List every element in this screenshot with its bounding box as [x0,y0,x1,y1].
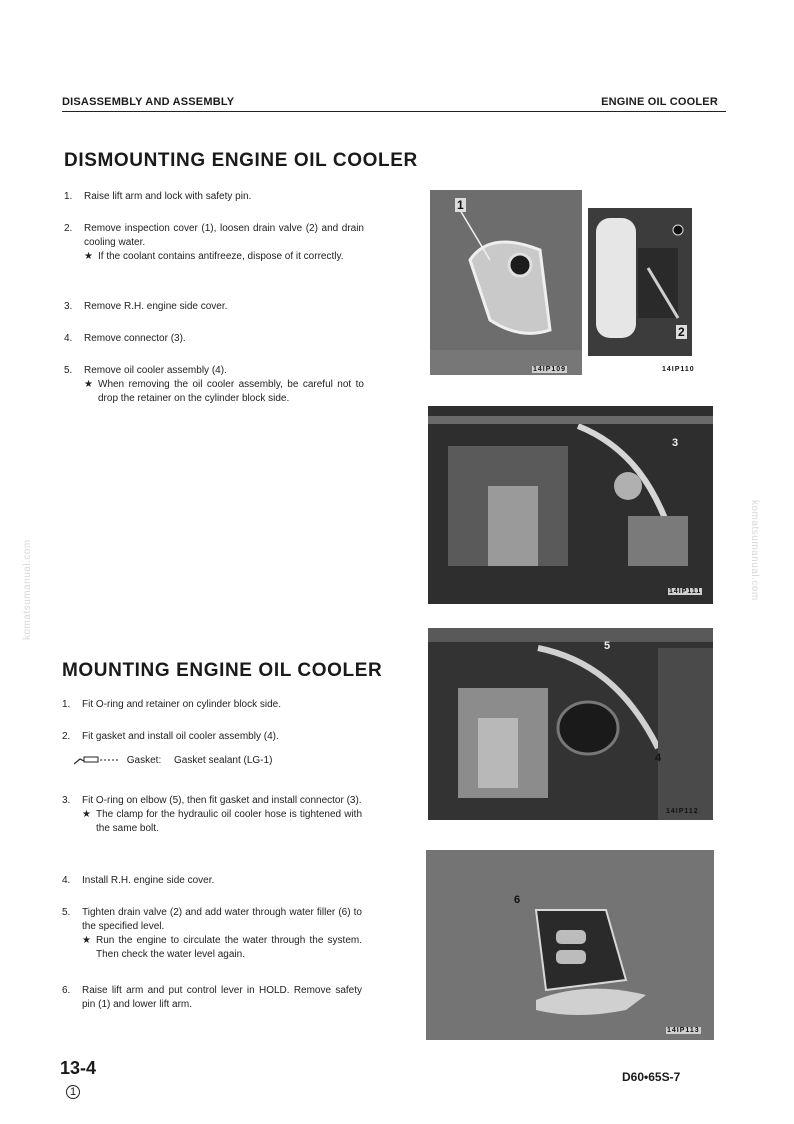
step-number: 1. [64,191,73,202]
step-text: Raise lift arm and lock with safety pin. [84,191,252,202]
step-number: 2. [62,731,71,742]
step-text: Fit O-ring and retainer on cylinder block side. [82,699,281,710]
header-topic-title: ENGINE OIL COOLER [601,96,718,108]
step-number: 3. [62,795,71,806]
watermark-right: komatsumanual.com [749,500,760,601]
step-text: Remove oil cooler assembly (4). [84,365,227,376]
header-rule [62,111,726,112]
step-text: Fit O-ring on elbow (5), then fit gasket and install connector (3). [82,795,362,806]
gasket-spec [74,754,362,768]
step-text: Remove R.H. engine side cover. [84,301,228,312]
callout-2: 2 [678,325,685,339]
mount-step-6 [62,984,362,1012]
callout-4: 4 [655,752,662,764]
step-text: Install R.H. engine side cover. [82,875,215,886]
step-number: 2. [64,223,73,234]
step-text: Remove connector (3). [84,333,186,344]
step-text: Raise lift arm and put control lever in HOLD. Remove safety pin (1) and lower lift arm. [82,985,362,1010]
mount-step-4 [62,874,362,888]
star-icon: ★ [82,809,91,820]
note-text: When removing the oil cooler assembly, be careful not to drop the retainer on the cylinder block side. [98,379,364,404]
mounting-title: MOUNTING ENGINE OIL COOLER [62,660,383,681]
watermark-left: komatsumanual.com [22,539,33,640]
sealant-icon [74,755,120,765]
photo-caption: 14IP112 [666,808,699,815]
mount-step-3 [62,794,362,836]
step-number: 3. [64,301,73,312]
step-text: Tighten drain valve (2) and add water through water filler (6) to the specified level. [82,907,362,932]
page-number: 13-4 [60,1058,97,1078]
callout-6: 6 [514,894,521,906]
photo-water-filler [426,850,714,1040]
step-number: 5. [64,365,73,376]
photo-inspection-cover [430,190,582,375]
dismounting-title: DISMOUNTING ENGINE OIL COOLER [64,150,418,171]
step-note [84,250,364,264]
photo-caption: 14IP110 [662,366,695,373]
star-icon: ★ [84,251,93,262]
dismount-step-4 [64,332,364,346]
step-number: 5. [62,907,71,918]
step-note [82,808,362,836]
photo-caption: 14IP111 [669,588,702,595]
header-section-title: DISASSEMBLY AND ASSEMBLY [62,96,235,108]
step-note [84,378,364,406]
mounting-steps [62,698,374,1028]
dismount-step-2 [64,222,364,264]
note-text: Run the engine to circulate the water through the system. Then check the water level again. [96,935,362,960]
step-note [82,934,362,962]
step-number: 4. [62,875,71,886]
dismount-step-3 [64,300,364,314]
revision-badge: 1 [66,1085,80,1099]
star-icon: ★ [84,379,93,390]
callout-3: 3 [672,437,679,449]
step-text: Remove inspection cover (1), loosen drain valve (2) and drain cooling water. [84,223,364,248]
photo-oil-cooler-assembly [428,628,713,820]
step-number: 1. [62,699,71,710]
photo-caption: 14IP113 [667,1027,700,1034]
step-number: 6. [62,985,71,996]
gasket-label: Gasket: [126,755,162,766]
dismounting-steps [64,190,374,430]
step-number: 4. [64,333,73,344]
step-text: Fit gasket and install oil cooler assembly (4). [82,731,279,742]
star-icon: ★ [82,935,91,946]
note-text: If the coolant contains antifreeze, dispose of it correctly. [98,251,344,262]
photo-caption: 14IP109 [533,366,567,373]
photo-connector [428,406,713,604]
model-number: D60•65S-7 [622,1070,681,1084]
mount-step-5 [62,906,362,962]
gasket-value: Gasket sealant (LG-1) [174,755,273,766]
mount-step-1 [62,698,362,712]
note-text: The clamp for the hydraulic oil cooler hose is tightened with the same bolt. [96,809,362,834]
callout-1: 1 [457,198,464,212]
mount-step-2 [62,730,362,768]
callout-5: 5 [604,640,611,652]
dismount-step-5 [64,364,364,406]
dismount-step-1 [64,190,364,204]
